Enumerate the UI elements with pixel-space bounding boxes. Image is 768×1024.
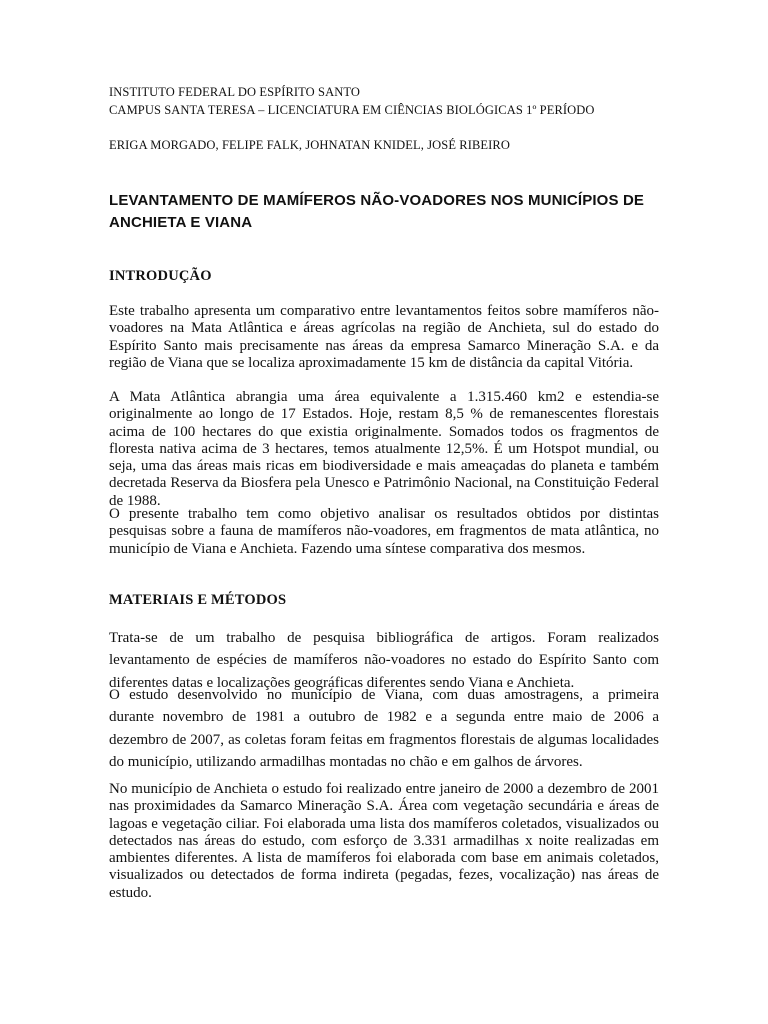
institution-line: INSTITUTO FEDERAL DO ESPÍRITO SANTO [109, 85, 360, 99]
document-title [109, 190, 659, 234]
intro-paragraph-3: O presente trabalho tem como objetivo analisar os resultados obtidos por distintas pesquisas sobre a fauna de mamíferos não-voadores, em fragmentos de mata atlântica, no município de Viana e Anchieta. Fazendo uma síntese comparativa dos mesmos. [109, 506, 659, 557]
methods-paragraph-2-rest: dezembro de 2007, as coletas foram feitas em fragmentos florestais de algumas localidades do município, utilizando armadilhas montadas no chão e em galhos de árvores. [109, 731, 659, 771]
methods-paragraph-2 [109, 684, 659, 774]
methods-paragraph-3: No município de Anchieta o estudo foi realizado entre janeiro de 2000 a dezembro de 2001 nas proximidades da Samarco Mineração S.A. Área com vegetação secundária e áreas de lagoas e vegetação ciliar. Foi elaborada uma lista dos mamíferos coletados, visualizados ou detectados nas áreas do estudo, com esforço de 3.331 armadilhas x noite realizadas em ambientes diferentes. A lista de mamíferos foi elaborada com base em animais coletados, visualizados ou detectados de forma indireta (pegadas, fezes, vocalização) nas áreas de estudo. [109, 781, 659, 901]
methods-paragraph-1: Trata-se de um trabalho de pesquisa bibliográfica de artigos. Foram realizados levantamento de espécies de mamíferos não-voadores no estado do Espírito Santo com diferentes datas e localizações geográficas diferentes sendo Viana e Anchieta. [109, 630, 659, 691]
authors-line: ERIGA MORGADO, FELIPE FALK, JOHNATAN KNIDEL, JOSÉ RIBEIRO [109, 138, 510, 152]
title-line-2: ANCHIETA E VIANA [109, 214, 253, 231]
methods-paragraph-2-line-1: O estudo desenvolvido no município de Viana, com duas amostragens, a primeira [109, 687, 659, 703]
intro-paragraph-2: A Mata Atlântica abrangia uma área equivalente a 1.315.460 km2 e estendia-se originalmente ao longo de 17 Estados. Hoje, restam 8,5 % de remanescentes florestais acima de 100 hectares do que existia originalmente. Somados todos os fragmentos de floresta nativa acima de 3 hectares, temos atualmente 12,5%. É um Hotspot mundial, ou seja, uma das áreas mais ricas em biodiversidade e mais ameaçadas do planeta e também decretada Reserva da Biosfera pela Unesco e Patrimônio Nacional, na Constituição Federal de 1988. [109, 389, 659, 509]
section-heading-introducao: INTRODUÇÃO [109, 268, 212, 284]
campus-line: CAMPUS SANTA TERESA – LICENCIATURA EM CIÊNCIAS BIOLÓGICAS 1º PERÍODO [109, 103, 595, 117]
section-heading-materiais: MATERIAIS E MÉTODOS [109, 592, 287, 608]
intro-paragraph-1: Este trabalho apresenta um comparativo entre levantamentos feitos sobre mamíferos não-voadores na Mata Atlântica e áreas agrícolas na região de Anchieta, sul do estado do Espírito Santo mais precisamente nas áreas da empresa Samarco Mineração S.A. e da região de Viana que se localiza aproximadamente 15 km de distância da capital Vitória. [109, 303, 659, 371]
title-line-1: LEVANTAMENTO DE MAMÍFEROS NÃO-VOADORES NOS MUNICÍPIOS DE [109, 192, 645, 209]
methods-paragraph-2-line-2: durante novembro de 1981 a outubro de 1982 e a segunda entre maio de 2006 a [109, 709, 659, 726]
